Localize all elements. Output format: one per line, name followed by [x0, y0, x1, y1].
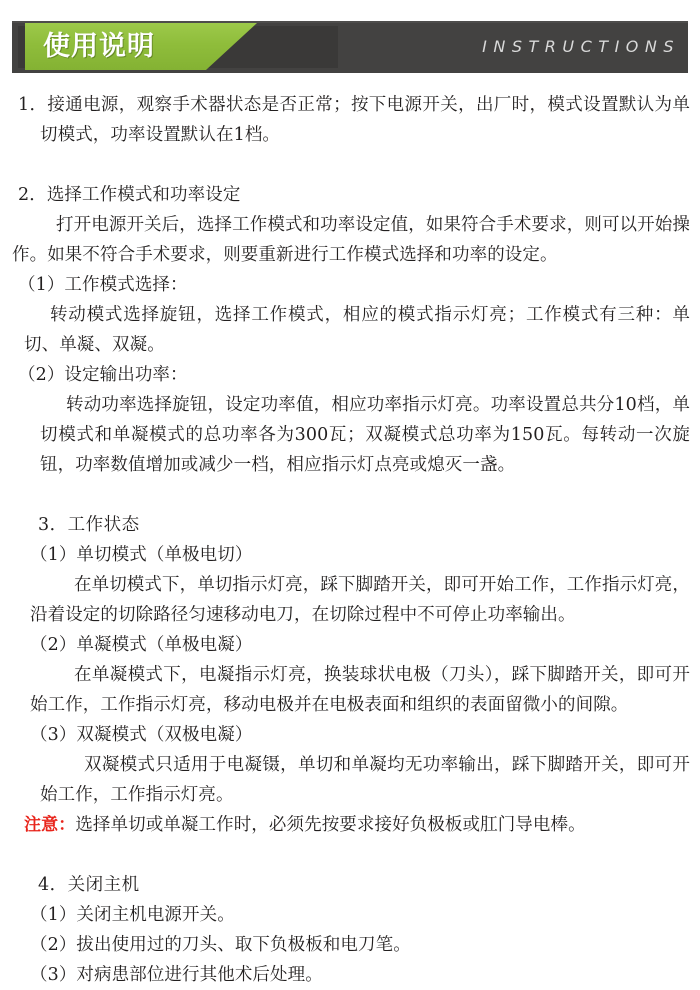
- page-title: 使用说明: [43, 31, 155, 62]
- instructions-header-banner: [0, 0, 700, 90]
- step-4-title: 4．关闭主机: [38, 875, 140, 895]
- step-3-sub-1-title: （1）单切模式（单极电切）: [30, 545, 253, 565]
- section-gap-3: [0, 840, 700, 870]
- step-2-paragraph: 打开电源开关后，选择工作模式和功率设定值，如果符合手术要求，则可以开始操作。如果不符合手术要求，则要重新进行工作模式选择和功率的设定。: [12, 215, 690, 265]
- step-2-sub-2-paragraph: 转动功率选择旋钮，设定功率值，相应功率指示灯亮。功率设置总共分10档，单切模式和单凝模式的总功率各为300瓦；双凝模式总功率为150瓦。每转动一次旋钮，功率数值增加或减少一档，相应指示灯点亮或熄灭一盏。: [40, 395, 690, 475]
- instructions-body: [0, 90, 700, 990]
- step-3-sub-1-paragraph: 在单切模式下，单切指示灯亮，踩下脚踏开关，即可开始工作，工作指示灯亮，沿着设定的切除路径匀速移动电刀，在切除过程中不可停止功率输出。: [30, 575, 690, 625]
- section-gap-2: [0, 480, 700, 510]
- step-4-sub-1: （1）关闭主机电源开关。: [30, 905, 235, 925]
- step-3-sub-2-title: （2）单凝模式（单极电凝）: [30, 635, 253, 655]
- step-4-sub-3: （3）对病患部位进行其他术后处理。: [30, 965, 323, 985]
- notice-label: 注意：: [24, 815, 76, 835]
- notice-line: [0, 810, 700, 840]
- step-2-sub-2-title: （2）设定输出功率：: [18, 365, 188, 385]
- section-gap: [0, 150, 700, 180]
- step-3-sub-2-paragraph: 在单凝模式下，电凝指示灯亮，换装球状电极（刀头），踩下脚踏开关，即可开始工作，工作指示灯亮，移动电极并在电极表面和组织的表面留微小的间隙。: [30, 665, 690, 715]
- header-dark-bar-highlight: [12, 21, 688, 23]
- step-3-title: 3．工作状态: [38, 515, 140, 535]
- page-subtitle: INSTRUCTIONS: [482, 37, 680, 56]
- step-2-sub-1-paragraph: 转动模式选择旋钮，选择工作模式，相应的模式指示灯亮；工作模式有三种：单切、单凝、双凝。: [24, 305, 690, 355]
- step-1-paragraph: 1．接通电源，观察手术器状态是否正常；按下电源开关，出厂时，模式设置默认为单切模式，功率设置默认在1档。: [18, 95, 690, 145]
- notice-text: 选择单切或单凝工作时，必须先按要求接好负极板或肛门导电棒。: [75, 815, 586, 835]
- step-3-sub-3-title: （3）双凝模式（双极电凝）: [30, 725, 253, 745]
- step-3-sub-3-paragraph: 双凝模式只适用于电凝镊，单切和单凝均无功率输出，踩下脚踏开关，即可开始工作，工作指示灯亮。: [40, 755, 690, 805]
- step-4-sub-2: （2）拔出使用过的刀头、取下负极板和电刀笔。: [30, 935, 411, 955]
- step-2-title: 2．选择工作模式和功率设定: [18, 185, 241, 205]
- step-2-sub-1-title: （1）工作模式选择：: [18, 275, 188, 295]
